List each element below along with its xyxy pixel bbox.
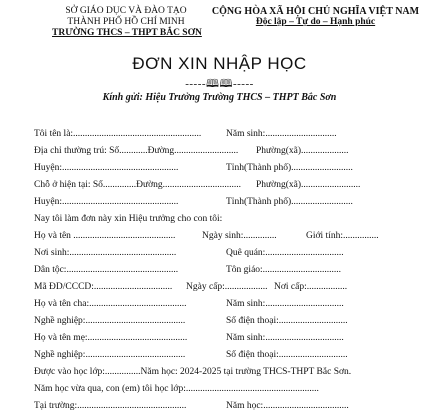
form-row-previous-school	[34, 400, 426, 413]
form-row-admission	[34, 366, 426, 379]
form-row-mother	[34, 332, 426, 345]
previous-school-field: Tại trường:..............................................	[34, 401, 187, 411]
form-row-father	[34, 298, 426, 311]
religion-field: Tôn giáo:.................................	[226, 265, 342, 275]
father-name-field: Họ và tên cha:.........................................	[34, 299, 187, 309]
form-row-permanent-address	[34, 145, 426, 158]
authority-line-1: SỞ GIÁO DỤC VÀ ĐÀO TẠO	[65, 6, 187, 16]
child-gender-field: Giới tính:...............	[306, 231, 379, 241]
page-title: ĐƠN XIN NHẬP HỌC	[132, 54, 307, 73]
form-row-current-address	[34, 179, 426, 192]
country-name: CỘNG HÒA XÃ HỘI CHỦ NGHĨA VIỆT NAM	[211, 6, 420, 17]
id-issue-date-field: Ngày cấp:..................	[186, 282, 268, 292]
permanent-district-field: Huyện:.................................................	[34, 163, 179, 173]
form-row-child-name	[34, 230, 426, 243]
id-issue-place-field: Nơi cấp:.................	[274, 282, 348, 292]
previous-class-field: Năm học vừa qua, con (em) tôi học lớp:........................................................	[34, 384, 319, 394]
national-motto	[198, 6, 433, 28]
ethnicity-field: Dân tộc:...............................................	[34, 265, 179, 275]
motto: Độc lập – Tự do – Hạnh phúc	[255, 17, 376, 27]
id-number-field: Mã ĐD/CCCD:.................................	[34, 282, 173, 292]
child-name-field: Họ và tên ...........................................	[34, 231, 176, 241]
form-row-birthplace	[34, 247, 426, 260]
father-birthyear-field: Năm sinh:.................................	[226, 299, 344, 309]
form-row-name	[34, 128, 426, 141]
hometown-field: Quê quán:.................................	[226, 248, 344, 258]
form-row-id	[34, 281, 426, 294]
mother-name-field: Họ và tên mẹ:..........................................	[34, 333, 188, 343]
previous-school-year-field: Năm học:....................................	[226, 401, 349, 411]
child-birthdate-field: Ngày sinh:..............	[202, 231, 277, 241]
mother-job-field: Nghề nghiệp:..........................................	[34, 350, 186, 360]
form-row-permanent-district	[34, 162, 426, 175]
permanent-province-field: Tỉnh(Thành phố)..........................	[226, 163, 353, 173]
admission-class-field: Được vào học lớp:...............Năm học: 2024-2025 tại trường THCS-THPT Bắc Sơn.	[34, 367, 352, 377]
authority-line-2: THÀNH PHỐ HỒ CHÍ MINH	[67, 17, 185, 27]
permanent-ward-field: Phường(xã)....................	[256, 146, 349, 156]
father-job-field: Nghề nghiệp:..........................................	[34, 316, 186, 326]
current-province-field: Tỉnh(Thành phố)..........................	[226, 197, 353, 207]
mother-birthyear-field: Năm sinh:.................................	[226, 333, 344, 343]
birthplace-field: Nơi sinh:.............................................	[34, 248, 177, 258]
form-row-ethnicity	[34, 264, 426, 277]
school-name: TRƯỜNG THCS – THPT BẮC SƠN	[52, 28, 202, 38]
current-street-field: Chỗ ở hiện tại: Số..............Đường.................................	[34, 180, 242, 190]
student-birthyear-field: Năm sinh:..............................	[226, 129, 337, 139]
form-request-line	[34, 213, 426, 226]
mother-phone-field: Số điện thoại:.............................	[226, 350, 348, 360]
current-district-field: Huyện:.................................................	[34, 197, 179, 207]
permanent-street-field: Địa chỉ thường trú: Số............Đường...........................	[34, 146, 239, 156]
form-row-current-district	[34, 196, 426, 209]
issuing-authority	[52, 6, 200, 39]
student-name-field: Tôi tên là:......................................................	[34, 129, 202, 139]
current-ward-field: Phường(xã).........................	[256, 180, 361, 190]
title-ornament: -----🕮🕮-----	[185, 78, 254, 90]
form-row-mother-job	[34, 349, 426, 362]
recipient-line: Kính gửi: Hiệu Trưởng Trường THCS – THPT Bắc Sơn	[102, 92, 337, 103]
form-row-previous-class	[34, 383, 426, 396]
request-text: Nay tôi làm đơn này xin Hiệu trưởng cho con tôi:	[34, 214, 223, 224]
father-phone-field: Số điện thoại:.............................	[226, 316, 348, 326]
form-row-father-job	[34, 315, 426, 328]
